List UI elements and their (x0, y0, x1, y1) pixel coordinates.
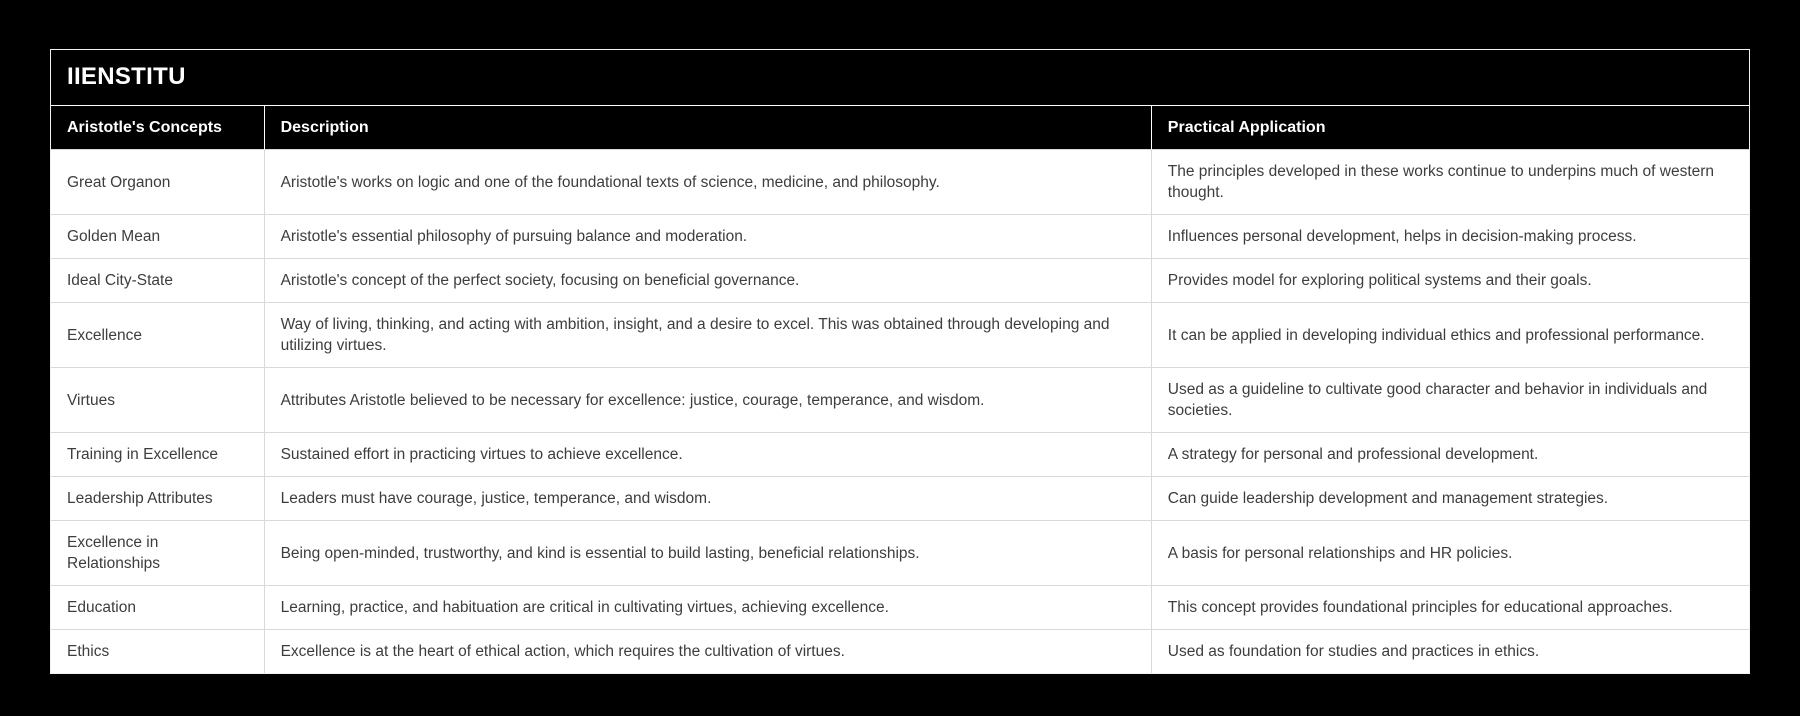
cell-practical-application: Provides model for exploring political systems and their goals. (1151, 259, 1749, 303)
cell-description: Aristotle's concept of the perfect society, focusing on beneficial governance. (264, 259, 1151, 303)
concepts-table (51, 106, 1749, 673)
cell-description: Aristotle's essential philosophy of pursuing balance and moderation. (264, 215, 1151, 259)
table-row (51, 586, 1749, 630)
table-row (51, 368, 1749, 433)
cell-concept: Ideal City-State (51, 259, 264, 303)
cell-description: Aristotle's works on logic and one of the foundational texts of science, medicine, and philosophy. (264, 150, 1151, 215)
cell-concept: Training in Excellence (51, 433, 264, 477)
column-header-concepts: Aristotle's Concepts (51, 106, 264, 150)
cell-concept: Leadership Attributes (51, 477, 264, 521)
cell-practical-application: It can be applied in developing individual ethics and professional performance. (1151, 303, 1749, 368)
cell-description: Sustained effort in practicing virtues to achieve excellence. (264, 433, 1151, 477)
table-row (51, 215, 1749, 259)
table-body (51, 150, 1749, 674)
cell-concept: Ethics (51, 630, 264, 674)
header-row (51, 106, 1749, 150)
cell-description: Leaders must have courage, justice, temperance, and wisdom. (264, 477, 1151, 521)
cell-description: Excellence is at the heart of ethical action, which requires the cultivation of virtues. (264, 630, 1151, 674)
cell-practical-application: The principles developed in these works continue to underpins much of western thought. (1151, 150, 1749, 215)
table-row (51, 150, 1749, 215)
cell-practical-application: A strategy for personal and professional development. (1151, 433, 1749, 477)
cell-concept: Education (51, 586, 264, 630)
table-row (51, 521, 1749, 586)
cell-practical-application: A basis for personal relationships and HR policies. (1151, 521, 1749, 586)
column-header-practical-application: Practical Application (1151, 106, 1749, 150)
table-row (51, 477, 1749, 521)
table-row (51, 433, 1749, 477)
cell-concept: Virtues (51, 368, 264, 433)
table-row (51, 630, 1749, 674)
cell-description: Attributes Aristotle believed to be necessary for excellence: justice, courage, temperance, and wisdom. (264, 368, 1151, 433)
cell-practical-application: Used as foundation for studies and practices in ethics. (1151, 630, 1749, 674)
cell-concept: Great Organon (51, 150, 264, 215)
cell-concept: Excellence (51, 303, 264, 368)
brand-title: IIENSTITU (51, 50, 1749, 106)
cell-concept: Golden Mean (51, 215, 264, 259)
cell-concept: Excellence in Relationships (51, 521, 264, 586)
table-header (51, 106, 1749, 150)
table-row (51, 259, 1749, 303)
table-row (51, 303, 1749, 368)
cell-description: Learning, practice, and habituation are critical in cultivating virtues, achieving excellence. (264, 586, 1151, 630)
cell-practical-application: This concept provides foundational principles for educational approaches. (1151, 586, 1749, 630)
cell-description: Way of living, thinking, and acting with ambition, insight, and a desire to excel. This was obtained through developing and utilizing virtues. (264, 303, 1151, 368)
cell-description: Being open-minded, trustworthy, and kind is essential to build lasting, beneficial relationships. (264, 521, 1151, 586)
cell-practical-application: Influences personal development, helps in decision-making process. (1151, 215, 1749, 259)
cell-practical-application: Used as a guideline to cultivate good character and behavior in individuals and societies. (1151, 368, 1749, 433)
table-card (50, 49, 1750, 674)
cell-practical-application: Can guide leadership development and management strategies. (1151, 477, 1749, 521)
column-header-description: Description (264, 106, 1151, 150)
